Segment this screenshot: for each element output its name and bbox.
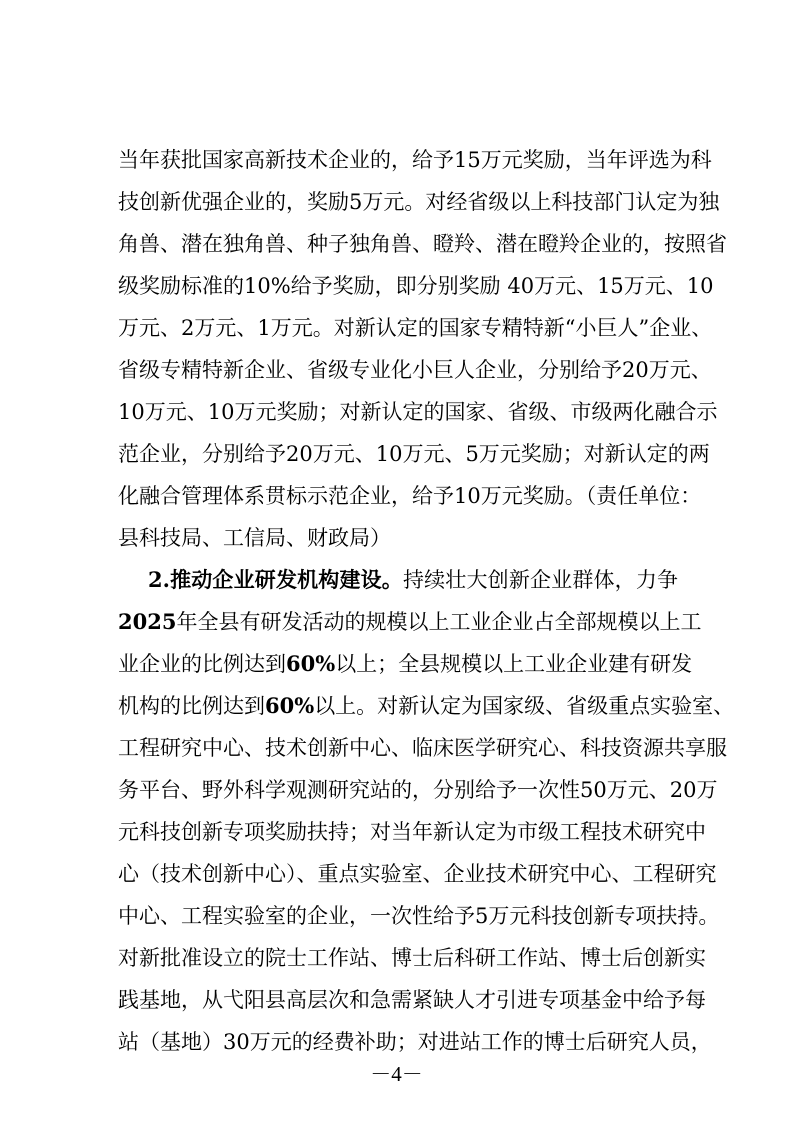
paragraph-line: 角兽、潜在独角兽、种子独角兽、瞪羚、潜在瞪羚企业的，按照省	[118, 232, 727, 256]
paragraph-line: 万元、2万元、1万元。对新认定的国家专精特新“小巨人”企业、	[118, 316, 713, 340]
line-text: 年全县有研发活动的规模以上工业企业占全部规模以上工	[176, 610, 702, 634]
paragraph-line: 务平台、野外科学观测研究站的，分别给予一次性50万元、20万	[118, 778, 718, 802]
paragraph-line: 践基地，从弋阳县高层次和急需紧缺人才引进专项基金中给予每	[118, 988, 706, 1012]
paragraph-line: 对新批准设立的院士工作站、博士后科研工作站、博士后创新实	[118, 946, 706, 970]
paragraph-line: 10万元、10万元奖励；对新认定的国家、省级、市级两化融合示	[118, 400, 718, 424]
line-text: 以上。对新认定为国家级、省级重点实验室、	[314, 694, 735, 718]
paragraph-line: 站（基地）30万元的经费补助；对进站工作的博士后研究人员，	[118, 1030, 712, 1054]
percent-value: 60%	[265, 693, 315, 718]
line-text: 机构的比例达到	[118, 694, 265, 718]
paragraph-line: 工程研究中心、技术创新中心、临床医学研究心、科技资源共享服	[118, 736, 727, 760]
paragraph-line: 化融合管理体系贯标示范企业，给予10万元奖励。（责任单位：	[118, 484, 702, 508]
paragraph-line: 技创新优强企业的，奖励5万元。对经省级以上科技部门认定为独	[118, 190, 720, 214]
line-text: 以上；全县规模以上工业企业建有研发	[335, 652, 693, 676]
section-heading: 2.推动企业研发机构建设。	[148, 567, 403, 592]
page-number: －4－	[370, 1062, 423, 1086]
section-heading-rest: 持续壮大创新企业群体，力争	[402, 568, 679, 592]
paragraph-line: 元科技创新专项奖励扶持；对当年新认定为市级工程技术研究中	[118, 820, 706, 844]
paragraph-line: 当年获批国家高新技术企业的，给予15万元奖励，当年评选为科	[118, 148, 712, 172]
paragraph-line	[118, 650, 693, 678]
paragraph-line: 心（技术创新中心）、重点实验室、企业技术研究中心、工程研究	[118, 862, 717, 886]
percent-value: 60%	[286, 651, 336, 676]
paragraph-line	[118, 692, 735, 720]
paragraph-line: 范企业，分别给予20万元、10万元、5万元奖励；对新认定的两	[118, 442, 710, 466]
paragraph-line: 级奖励标准的10%给予奖励，即分别奖励 40万元、15万元、10	[118, 274, 714, 298]
paragraph-line: 中心、工程实验室的企业，一次性给予5万元科技创新专项扶持。	[118, 904, 720, 928]
line-text: 业企业的比例达到	[118, 652, 286, 676]
section-heading-line	[148, 566, 678, 594]
paragraph-line	[118, 608, 702, 636]
paragraph-line: 省级专精特新企业、省级专业化小巨人企业，分别给予20万元、	[118, 358, 712, 382]
year-value: 2025	[118, 609, 177, 634]
paragraph-line: 县科技局、工信局、财政局）	[118, 526, 391, 550]
